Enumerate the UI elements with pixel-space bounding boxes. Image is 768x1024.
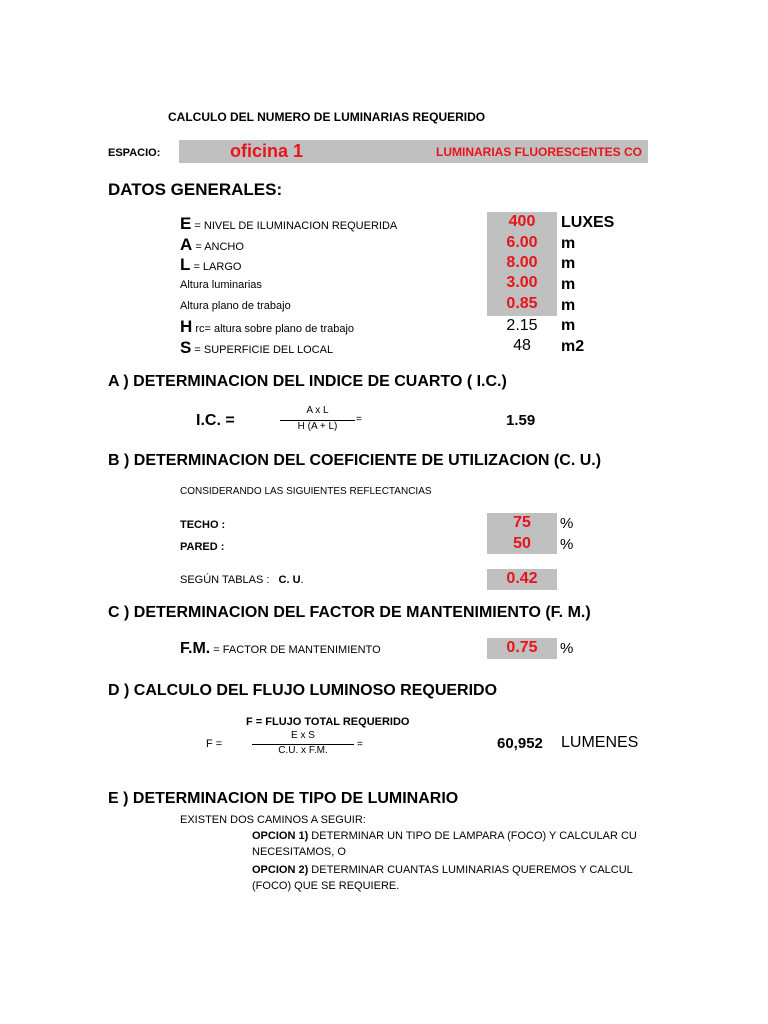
- opcion-1-label: OPCION 1): [252, 830, 309, 842]
- section-d-heading: D ) CALCULO DEL FLUJO LUMINOSO REQUERIDO: [108, 682, 498, 699]
- section-e-heading: E ) DETERMINACION DE TIPO DE LUMINARIO: [108, 790, 459, 807]
- desc-l: = LARGO: [190, 261, 242, 273]
- opcion-2-label: OPCION 2): [252, 864, 309, 876]
- value-s: 48: [513, 337, 531, 354]
- flujo-equals: =: [357, 739, 363, 750]
- unit-h: m: [561, 317, 576, 334]
- opcion-1-text-line2: NECESITAMOS, O: [252, 846, 346, 858]
- desc-a: = ANCHO: [192, 241, 244, 253]
- tablas-label: SEGÚN TABLAS :: [180, 574, 270, 586]
- techo-percent: %: [560, 515, 574, 532]
- flujo-numerator: E x S: [291, 730, 315, 741]
- row-e: [180, 214, 397, 234]
- desc-altura-luminarias: Altura luminarias: [180, 279, 262, 291]
- ic-equals: =: [356, 414, 362, 425]
- fm-value[interactable]: 0.75: [506, 639, 538, 656]
- unit-altura-plano: m: [561, 297, 576, 314]
- fm-percent: %: [560, 640, 574, 657]
- fm-row: [180, 640, 381, 658]
- value-h: 2.15: [506, 317, 538, 334]
- flujo-result: 60,952: [497, 735, 543, 752]
- opcion-1: [252, 830, 648, 860]
- ic-result: 1.59: [506, 412, 536, 429]
- desc-e: = NIVEL DE ILUMINACION REQUERIDA: [191, 220, 398, 232]
- datos-generales-heading: DATOS GENERALES:: [108, 180, 283, 199]
- reflectancias-note: CONSIDERANDO LAS SIGUIENTES REFLECTANCIAS: [180, 486, 432, 497]
- opcion-2: [252, 864, 648, 894]
- tablas-row: [180, 574, 304, 586]
- row-h: [180, 317, 354, 337]
- row-s: [180, 338, 333, 358]
- page-title: CALCULO DEL NUMERO DE LUMINARIAS REQUERIDO: [168, 110, 486, 124]
- flujo-denominator: C.U. x F.M.: [278, 745, 328, 756]
- techo-label: TECHO :: [180, 519, 226, 531]
- ic-denominator: H (A + L): [297, 421, 338, 432]
- cu-label: C. U: [278, 574, 301, 586]
- pared-value[interactable]: 50: [513, 535, 531, 552]
- opcion-1-text-line1: DETERMINAR UN TIPO DE LAMPARA (FOCO) Y CALCULAR CU: [308, 830, 637, 842]
- cu-value[interactable]: 0.42: [506, 570, 538, 587]
- unit-altura-luminarias: m: [561, 276, 576, 293]
- value-a[interactable]: 6.00: [506, 234, 538, 251]
- section-a-heading: A ) DETERMINACION DEL INDICE DE CUARTO ( I.C.): [108, 373, 507, 390]
- pared-percent: %: [560, 536, 574, 553]
- opcion-2-text-line2: (FOCO) QUE SE REQUIERE.: [252, 880, 400, 892]
- value-altura-luminarias[interactable]: 3.00: [506, 274, 538, 291]
- desc-h: rc= altura sobre plano de trabajo: [192, 323, 355, 335]
- row-l: [180, 255, 241, 275]
- desc-s: = SUPERFICIE DEL LOCAL: [191, 344, 334, 356]
- caminos-intro: EXISTEN DOS CAMINOS A SEGUIR:: [180, 814, 366, 826]
- desc-altura-plano: Altura plano de trabajo: [180, 300, 291, 312]
- unit-l: m: [561, 255, 576, 272]
- opcion-2-text-line1: DETERMINAR CUANTAS LUMINARIAS QUEREMOS Y CALCUL: [308, 864, 633, 876]
- var-s: S: [180, 338, 192, 357]
- value-altura-plano[interactable]: 0.85: [506, 295, 538, 312]
- section-b-heading: B ) DETERMINACION DEL COEFICIENTE DE UTILIZACION (C. U.): [108, 452, 602, 469]
- flujo-unit: LUMENES: [561, 734, 639, 751]
- cu-dot: .: [300, 574, 304, 586]
- var-e: E: [180, 214, 192, 233]
- espacio-label: ESPACIO:: [108, 147, 161, 159]
- ic-numerator: A x L: [306, 405, 329, 416]
- flujo-lhs: F =: [206, 738, 223, 750]
- value-l[interactable]: 8.00: [506, 254, 538, 271]
- var-a: A: [180, 235, 193, 254]
- var-l: L: [180, 255, 191, 274]
- unit-s: m2: [561, 338, 585, 355]
- row-a: [180, 235, 244, 255]
- espacio-value: oficina 1: [230, 141, 304, 161]
- pared-label: PARED :: [180, 541, 225, 553]
- section-c-heading: C ) DETERMINACION DEL FACTOR DE MANTENIMIENTO (F. M.): [108, 604, 591, 621]
- fm-desc: = FACTOR DE MANTENIMIENTO: [210, 644, 381, 656]
- value-e[interactable]: 400: [508, 213, 536, 230]
- var-h: H: [180, 317, 193, 336]
- luminarias-type: LUMINARIAS FLUORESCENTES CO: [436, 145, 643, 159]
- fm-var: F.M.: [180, 640, 211, 657]
- unit-e: LUXES: [561, 214, 615, 231]
- techo-value[interactable]: 75: [513, 514, 531, 531]
- ic-lhs: I.C. =: [196, 412, 235, 429]
- flujo-subtitle: F = FLUJO TOTAL REQUERIDO: [246, 716, 410, 728]
- unit-a: m: [561, 235, 576, 252]
